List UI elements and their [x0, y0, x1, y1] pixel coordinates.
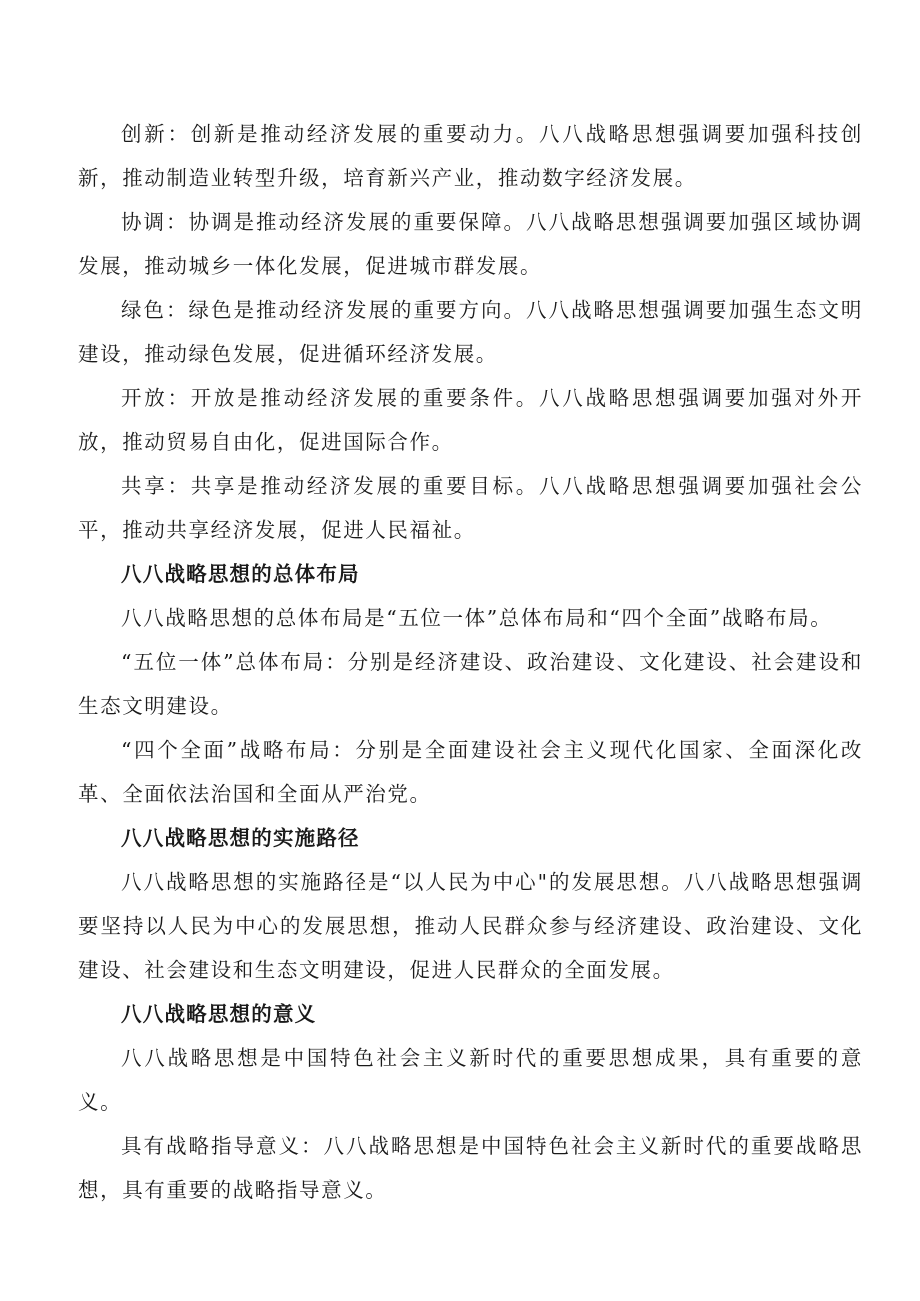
paragraph-innovation: 创新：创新是推动经济发展的重要动力。八八战略思想强调要加强科技创新，推动制造业转型升级，培育新兴产业，推动数字经济发展。 — [78, 122, 863, 190]
paragraph-overall-layout: 八八战略思想的总体布局是“五位一体”总体布局和“四个全面”战略布局。 — [121, 606, 833, 630]
paragraph-four-comprehensives: “四个全面”战略布局：分别是全面建设社会主义现代化国家、全面深化改革、全面依法治国和全面从严治党。 — [78, 738, 863, 806]
document-body — [78, 112, 863, 1212]
paragraph-five-in-one: “五位一体”总体布局：分别是经济建设、政治建设、文化建设、社会建设和生态文明建设。 — [78, 650, 863, 718]
paragraph-openness: 开放：开放是推动经济发展的重要条件。八八战略思想强调要加强对外开放，推动贸易自由化，促进国际合作。 — [78, 386, 863, 454]
heading-overall-layout: 八八战略思想的总体布局 — [121, 562, 360, 586]
paragraph-implementation-path: 八八战略思想的实施路径是“以人民为中心"的发展思想。八八战略思想强调要坚持以人民为中心的发展思想，推动人民群众参与经济建设、政治建设、文化建设、社会建设和生态文明建设，促进人民群众的全面发展。 — [78, 870, 863, 982]
paragraph-coordination: 协调：协调是推动经济发展的重要保障。八八战略思想强调要加强区域协调发展，推动城乡一体化发展，促进城市群发展。 — [78, 210, 863, 278]
paragraph-strategic-guidance: 具有战略指导意义：八八战略思想是中国特色社会主义新时代的重要战略思想，具有重要的战略指导意义。 — [78, 1134, 863, 1202]
heading-implementation-path: 八八战略思想的实施路径 — [121, 826, 360, 850]
heading-significance: 八八战略思想的意义 — [121, 1002, 317, 1026]
paragraph-significance: 八八战略思想是中国特色社会主义新时代的重要思想成果，具有重要的意义。 — [78, 1046, 863, 1114]
paragraph-green: 绿色：绿色是推动经济发展的重要方向。八八战略思想强调要加强生态文明建设，推动绿色发展，促进循环经济发展。 — [78, 298, 863, 366]
paragraph-sharing: 共享：共享是推动经济发展的重要目标。八八战略思想强调要加强社会公平，推动共享经济发展，促进人民福祉。 — [78, 474, 863, 542]
